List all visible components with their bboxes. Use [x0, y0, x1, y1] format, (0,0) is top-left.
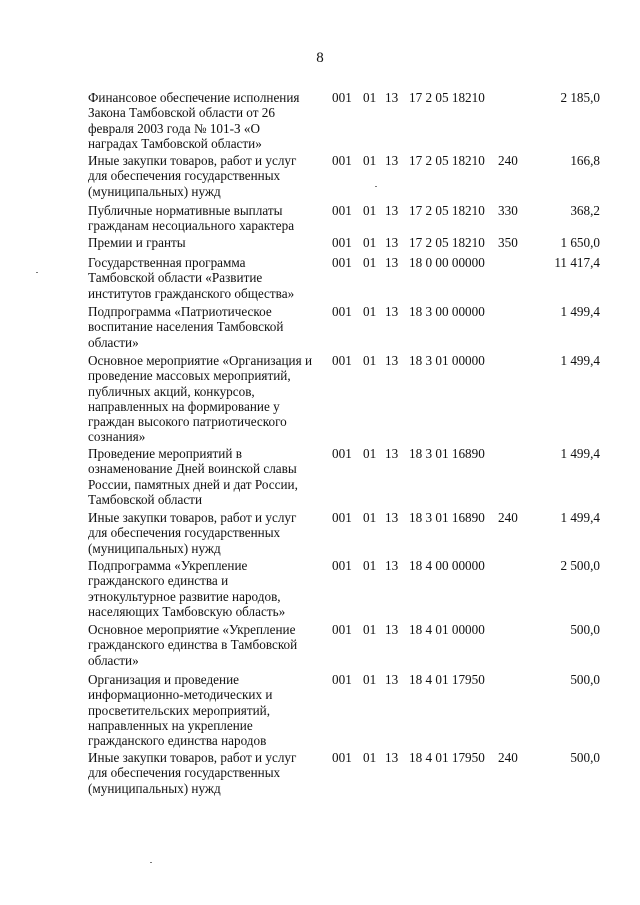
row-name: Проведение мероприятий в ознаменование Дней воинской славы России, памятных дней и дат России, Тамбовской области	[88, 446, 298, 507]
row-target-article-code: 18 3 01 00000	[409, 353, 485, 368]
row-section-code: 01	[363, 153, 377, 168]
row-subsection-code: 13	[385, 750, 399, 765]
row-subsection-code: 13	[385, 510, 399, 525]
row-grbs-code: 001	[332, 203, 352, 218]
row-name: Иные закупки товаров, работ и услуг для обеспечения государственных (муниципальных) нужд	[88, 750, 297, 796]
row-target-article-code: 18 3 00 00000	[409, 304, 485, 319]
row-target-article-code: 18 3 01 16890	[409, 446, 485, 461]
row-amount: 368,2	[570, 203, 600, 218]
row-section-code: 01	[363, 353, 377, 368]
row-target-article-code: 18 0 00 00000	[409, 255, 485, 270]
row-section-code: 01	[363, 304, 377, 319]
row-name: Подпрограмма «Укрепление гражданского единства и этнокультурное развитие народов, населяющих Тамбовскую область»	[88, 558, 286, 619]
row-grbs-code: 001	[332, 90, 352, 105]
row-amount: 500,0	[570, 750, 600, 765]
row-subsection-code: 13	[385, 153, 399, 168]
row-subsection-code: 13	[385, 90, 399, 105]
row-target-article-code: 17 2 05 18210	[409, 203, 485, 218]
row-name: Публичные нормативные выплаты гражданам несоциального характера	[88, 203, 295, 234]
row-amount: 2 185,0	[560, 90, 600, 105]
row-subsection-code: 13	[385, 672, 399, 687]
row-grbs-code: 001	[332, 255, 352, 270]
row-name: Основное мероприятие «Укрепление гражданского единства в Тамбовской области»	[88, 622, 298, 668]
row-expense-type-code: 330	[498, 203, 518, 218]
row-subsection-code: 13	[385, 203, 399, 218]
scan-speck	[150, 862, 152, 863]
row-amount: 1 499,4	[560, 353, 600, 368]
row-grbs-code: 001	[332, 353, 352, 368]
row-grbs-code: 001	[332, 153, 352, 168]
row-amount: 1 499,4	[560, 304, 600, 319]
row-subsection-code: 13	[385, 304, 399, 319]
row-grbs-code: 001	[332, 304, 352, 319]
row-name: Подпрограмма «Патриотическое воспитание населения Тамбовской области»	[88, 304, 284, 350]
row-section-code: 01	[363, 750, 377, 765]
row-grbs-code: 001	[332, 750, 352, 765]
row-amount: 500,0	[570, 622, 600, 637]
row-section-code: 01	[363, 672, 377, 687]
row-expense-type-code: 240	[498, 510, 518, 525]
row-target-article-code: 18 4 01 00000	[409, 622, 485, 637]
row-section-code: 01	[363, 255, 377, 270]
row-subsection-code: 13	[385, 446, 399, 461]
row-section-code: 01	[363, 446, 377, 461]
row-grbs-code: 001	[332, 622, 352, 637]
row-name: Государственная программа Тамбовской области «Развитие институтов гражданского общества»	[88, 255, 295, 301]
row-expense-type-code: 240	[498, 750, 518, 765]
row-name: Организация и проведение информационно-методических и просветительских мероприятий, направленных на укрепление гражданского единства народов	[88, 672, 273, 749]
row-amount: 1 499,4	[560, 446, 600, 461]
row-amount: 1 499,4	[560, 510, 600, 525]
row-name: Иные закупки товаров, работ и услуг для обеспечения государственных (муниципальных) нужд	[88, 510, 297, 556]
row-amount: 2 500,0	[560, 558, 600, 573]
row-name: Премии и гранты	[88, 235, 186, 250]
row-grbs-code: 001	[332, 558, 352, 573]
page-number: 8	[316, 50, 324, 66]
row-amount: 500,0	[570, 672, 600, 687]
row-subsection-code: 13	[385, 353, 399, 368]
row-section-code: 01	[363, 622, 377, 637]
row-name: Финансовое обеспечение исполнения Закона Тамбовской области от 26 февраля 2003 года № 101-З «О наградах Тамбовской области»	[88, 90, 300, 151]
row-target-article-code: 17 2 05 18210	[409, 90, 485, 105]
row-target-article-code: 17 2 05 18210	[409, 235, 485, 250]
scan-speck	[36, 272, 38, 273]
row-section-code: 01	[363, 90, 377, 105]
row-target-article-code: 18 3 01 16890	[409, 510, 485, 525]
row-grbs-code: 001	[332, 672, 352, 687]
row-grbs-code: 001	[332, 510, 352, 525]
row-expense-type-code: 240	[498, 153, 518, 168]
row-target-article-code: 18 4 01 17950	[409, 750, 485, 765]
row-target-article-code: 17 2 05 18210	[409, 153, 485, 168]
row-section-code: 01	[363, 558, 377, 573]
row-section-code: 01	[363, 235, 377, 250]
row-grbs-code: 001	[332, 446, 352, 461]
row-amount: 1 650,0	[560, 235, 600, 250]
row-amount: 11 417,4	[554, 255, 600, 270]
row-subsection-code: 13	[385, 558, 399, 573]
row-subsection-code: 13	[385, 622, 399, 637]
row-name: Иные закупки товаров, работ и услуг для обеспечения государственных (муниципальных) нужд	[88, 153, 297, 199]
row-grbs-code: 001	[332, 235, 352, 250]
row-amount: 166,8	[570, 153, 600, 168]
scan-speck	[375, 186, 377, 187]
row-section-code: 01	[363, 203, 377, 218]
row-name: Основное мероприятие «Организация и проведение массовых мероприятий, публичных акций, конкурсов, направленных на формирование у граждан высокого патриотического сознания»	[88, 353, 313, 445]
row-expense-type-code: 350	[498, 235, 518, 250]
row-subsection-code: 13	[385, 235, 399, 250]
row-target-article-code: 18 4 00 00000	[409, 558, 485, 573]
row-target-article-code: 18 4 01 17950	[409, 672, 485, 687]
row-section-code: 01	[363, 510, 377, 525]
row-subsection-code: 13	[385, 255, 399, 270]
